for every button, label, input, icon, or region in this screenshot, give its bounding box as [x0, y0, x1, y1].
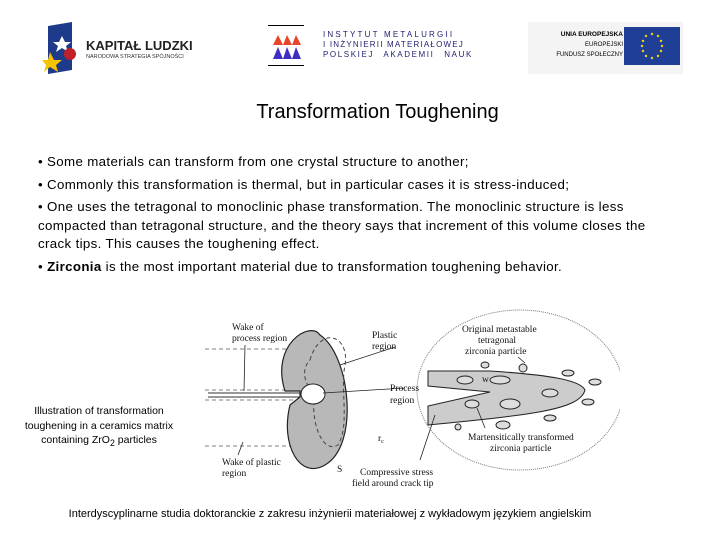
label-s: S	[337, 465, 343, 475]
label-plastic-2: region	[372, 342, 397, 352]
institute-logo	[268, 28, 478, 68]
institute-emblem-icon	[273, 31, 301, 61]
label-original: Original metastable	[462, 325, 537, 335]
label-wake-plastic: Wake of plastic	[222, 458, 281, 468]
kapital-ludzki-logo	[42, 22, 212, 74]
bullet-item	[38, 258, 668, 277]
label-original-3: zirconia particle	[465, 347, 527, 357]
label-compressive-2: field around crack tip	[352, 479, 434, 489]
bullet-bold-text: Zirconia	[47, 258, 102, 274]
kapital-ludzki-flag-icon	[42, 22, 82, 74]
eu-line2: EUROPEJSKI	[584, 42, 623, 48]
institute-line1: INSTYTUT METALURGII	[323, 30, 455, 39]
kapital-ludzki-subtitle: NARODOWA STRATEGIA SPÓJNOŚCI	[86, 54, 184, 60]
institute-line2: I INŻYNIERII MATERIAŁOWEJ	[323, 40, 464, 49]
eu-line3: FUNDUSZ SPOŁECZNY	[556, 52, 623, 58]
label-w: w	[482, 375, 489, 385]
label-plastic: Plastic	[372, 331, 398, 341]
label-rc: $r_c$	[378, 434, 384, 445]
label-process-2: region	[390, 396, 415, 406]
label-wake-process: Wake of	[232, 323, 264, 333]
label-martensitic-2: zirconia particle	[490, 444, 552, 454]
bullet-item	[38, 176, 668, 195]
label-process: Process	[390, 384, 420, 394]
bullet-item	[38, 153, 668, 172]
bullet-text: is the most important material due to transformation toughening behavior.	[101, 258, 563, 274]
bullet-text: • Commonly this transformation is thermal, but in particular cases it is stress-induced;	[38, 176, 570, 192]
label-martensitic: Martensitically transformed	[468, 433, 574, 443]
bullet-text: •	[38, 258, 48, 274]
transformation-toughening-diagram	[200, 305, 620, 495]
institute-line3: POLSKIEJ AKADEMII NAUK	[323, 50, 473, 59]
caption-subscript: 2	[109, 438, 115, 449]
label-compressive: Compressive stress	[360, 468, 434, 478]
kapital-ludzki-title: KAPITAŁ LUDZKI	[86, 38, 193, 53]
figure-caption	[18, 404, 180, 451]
label-wake-process-2: process region	[232, 334, 288, 344]
bullet-text: • Some materials can transform from one crystal structure to another;	[38, 154, 469, 169]
label-wake-plastic-2: region	[222, 469, 247, 479]
eu-line1: UNIA EUROPEJSKA	[560, 31, 623, 38]
eu-logo	[528, 22, 683, 74]
eu-flag-icon	[624, 27, 680, 65]
bullet-text: • One uses the tetragonal to monoclinic phase transformation. The monoclinic structure is less compacted than tetragonal structure, and the theory says that increment of this volume closes the crack tips. This causes the toughening effect.	[38, 199, 646, 251]
caption-tail: particles	[114, 434, 157, 446]
slide-title: Transformation Toughening	[256, 101, 499, 123]
bullet-item	[38, 198, 668, 254]
label-original-2: tetragonal	[478, 336, 516, 346]
caption-text: Illustration of transformation toughening in a ceramics matrix containing ZrO	[24, 405, 174, 446]
bullet-list	[38, 153, 668, 280]
footer-text: Interdyscyplinarne studia doktoranckie z zakresu inżynierii materiałowej z wykładowym językiem angielskim	[68, 508, 592, 520]
